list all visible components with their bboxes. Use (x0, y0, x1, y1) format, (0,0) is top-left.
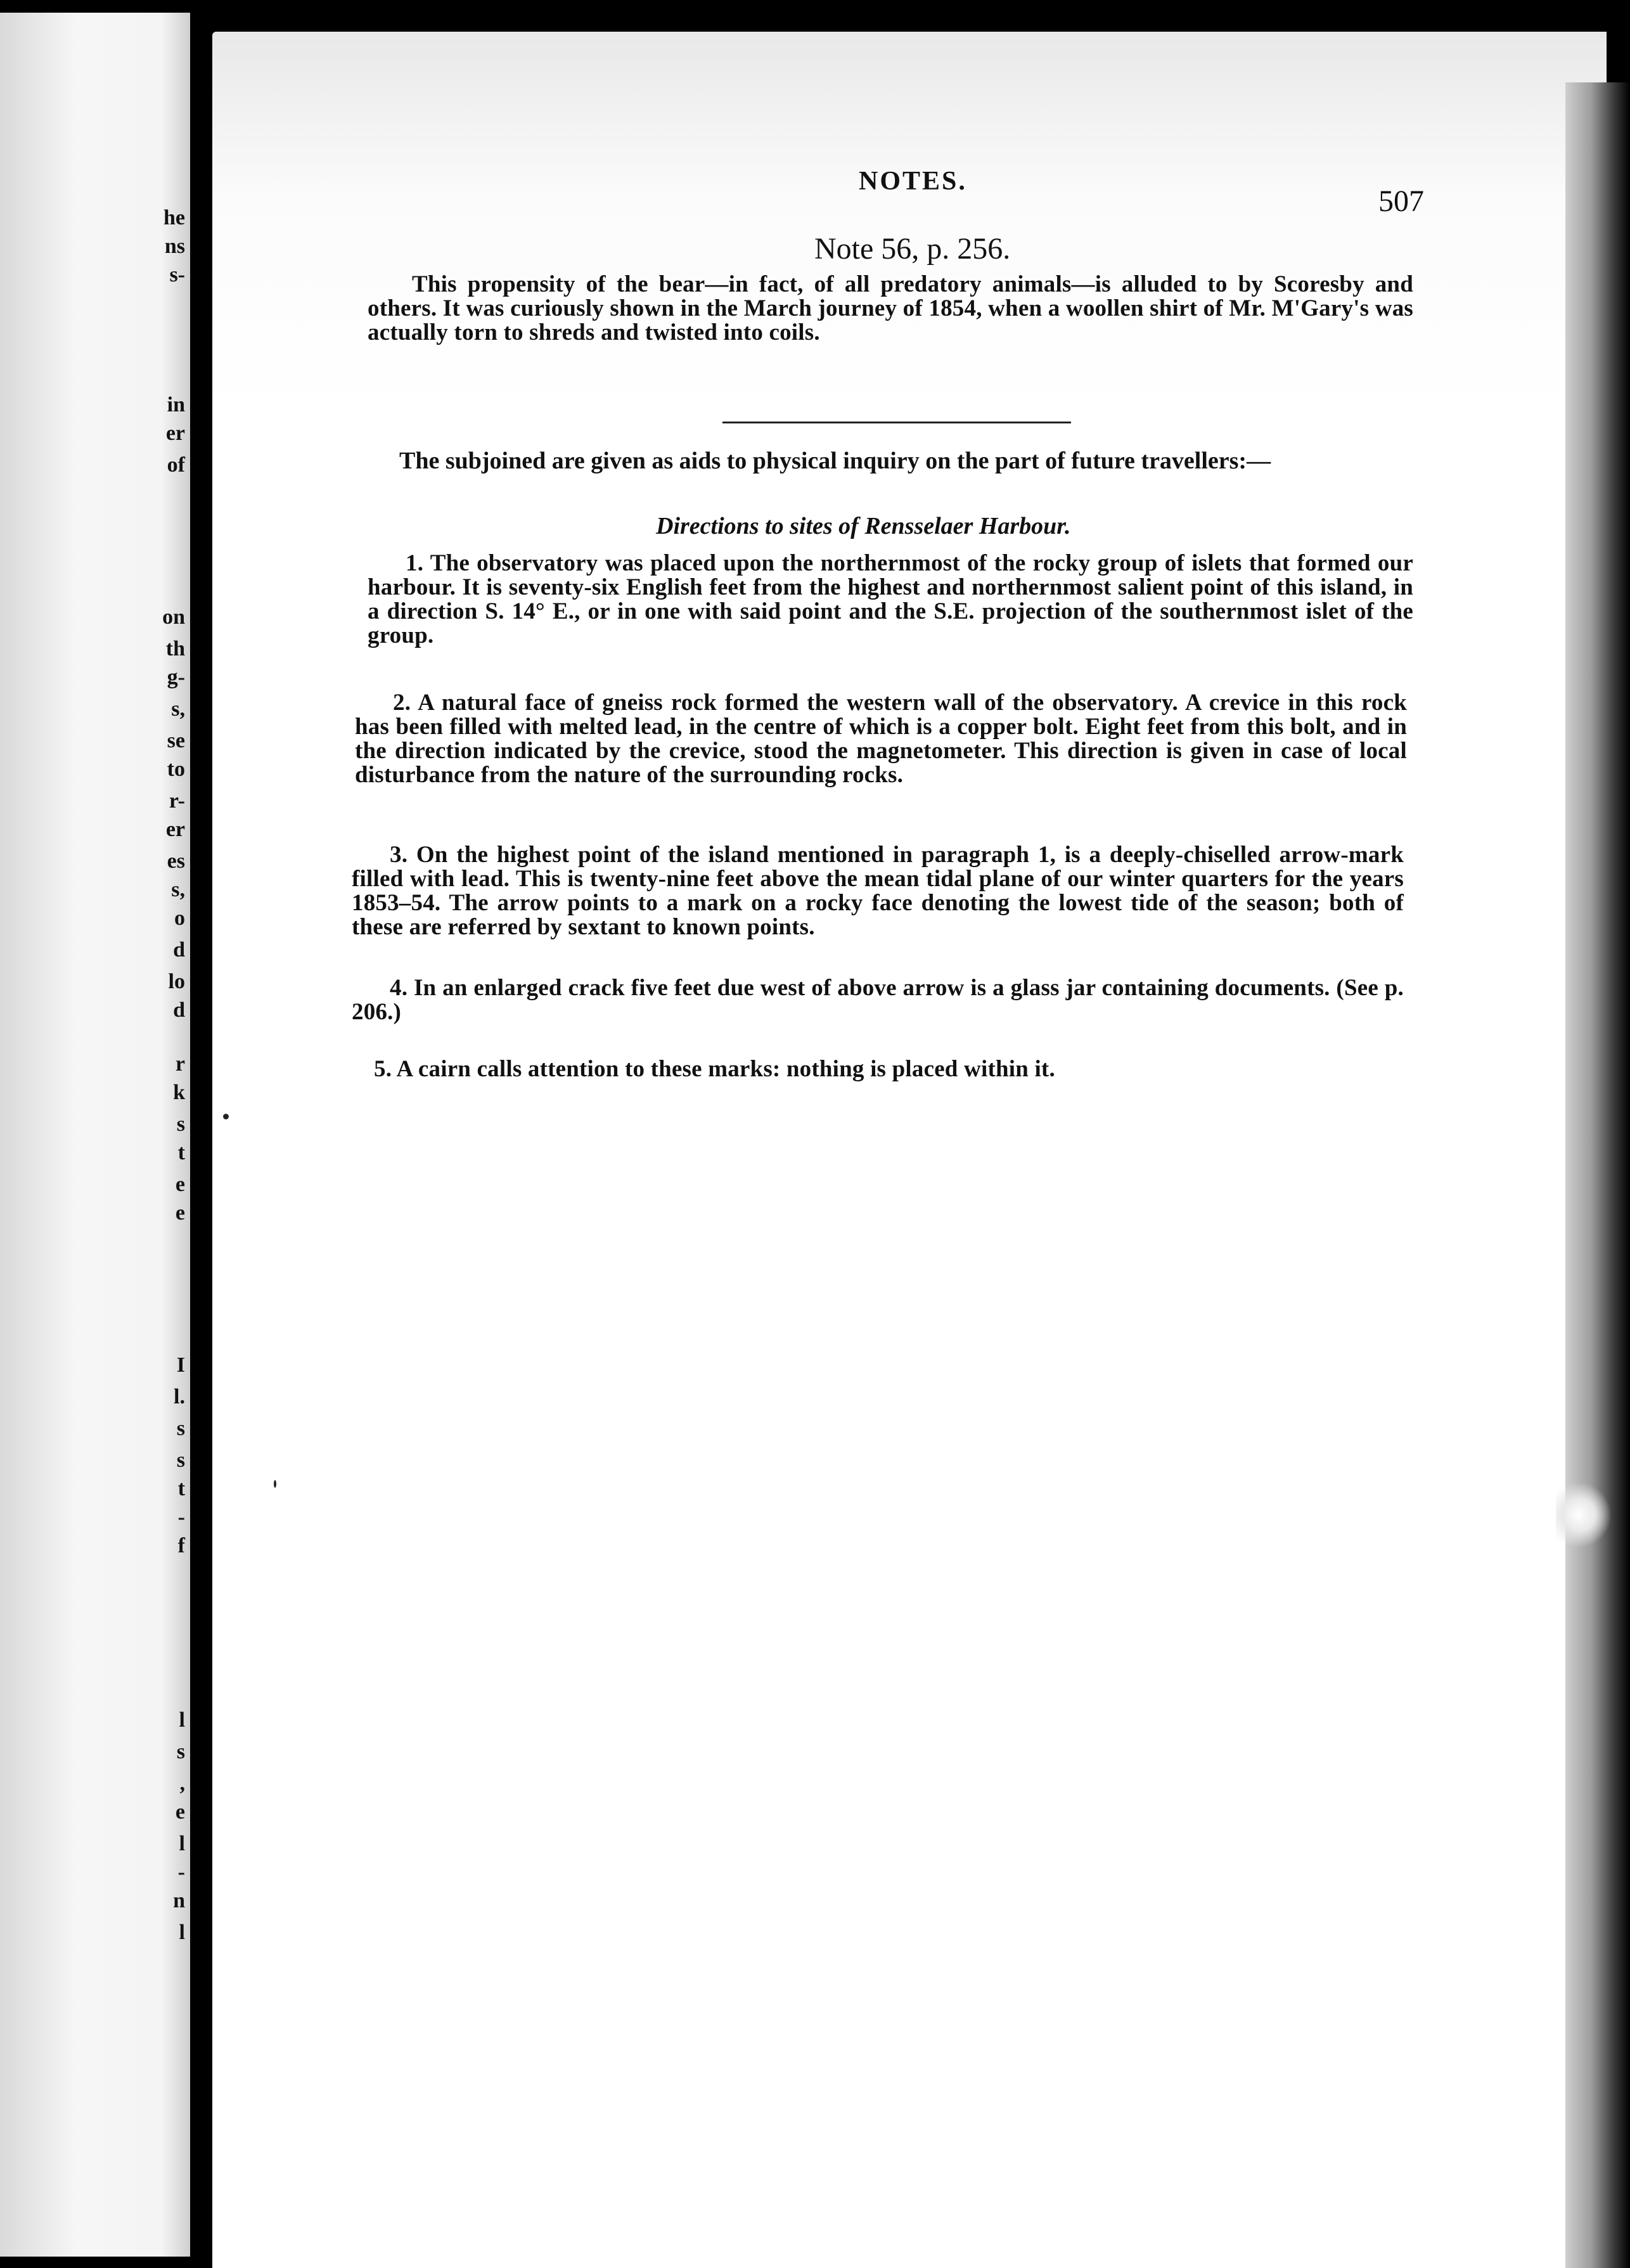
scan-speck (274, 1480, 276, 1488)
left-page-fragment: s (176, 1417, 185, 1440)
left-page-fragment: o (174, 906, 185, 930)
left-page-fragment: l (179, 1832, 185, 1855)
note-paragraph: This propensity of the bear—in fact, of all predatory animals—is alluded to by Scoresby and others. It was curiously shown in the March journey of 1854, when a woollen shirt of Mr. M'Gary's was actually torn to shreds and twisted into coils. (368, 271, 1413, 345)
left-page-fragment: in (167, 393, 185, 416)
left-page-fragment: d (173, 998, 185, 1022)
left-page-fragment: l (179, 1708, 185, 1732)
left-page-fragment: s (176, 1740, 185, 1763)
left-page-fragment: of (167, 453, 185, 477)
scan-speck (223, 1114, 229, 1119)
left-page-fragment: lo (168, 970, 185, 993)
left-page-fragment: n (173, 1889, 185, 1912)
left-page-fragment: th (165, 637, 185, 660)
left-page-fragment: k (173, 1081, 185, 1104)
left-page-fragment: l (179, 1921, 185, 1944)
direction-item-5: 5. A cairn calls attention to these marks: nothing is placed within it. (374, 1056, 1055, 1082)
note-heading: Note 56, p. 256. (814, 232, 1011, 266)
page-tear (1556, 1483, 1613, 1547)
left-page-fragment: r (175, 1052, 185, 1076)
left-page-fragment: s (176, 1112, 185, 1136)
left-page-fragment: he (164, 206, 185, 229)
left-page-fragment: e (175, 1201, 185, 1225)
left-page-fragment: e (175, 1800, 185, 1824)
left-page-fragment: l. (174, 1385, 185, 1408)
direction-item-1: 1. The observatory was placed upon the northernmost of the rocky group of islets that formed our harbour. It is seventy-six English feet from the highest and northernmost salient point of this island, in a direction S. 14° E., or in one with said point and the S.E. projection of the southernmost islet of the group. (368, 550, 1413, 648)
left-page-fragment: f (177, 1534, 185, 1557)
left-page-fragment: s, (171, 878, 185, 901)
directions-heading: Directions to sites of Rensselaer Harbour. (656, 513, 1071, 539)
left-facing-page (0, 13, 190, 2257)
left-page-fragment: g- (167, 666, 185, 689)
page-507 (212, 32, 1607, 2268)
left-page-fragment: t (177, 1477, 185, 1500)
left-page-fragment: r- (169, 789, 185, 813)
left-page-fragment: s- (169, 263, 185, 287)
book-gutter (190, 0, 215, 2268)
section-divider (722, 422, 1071, 423)
left-page-fragment: I (176, 1353, 185, 1377)
page-edge-shadow (1565, 82, 1630, 2268)
left-page-fragment: to (167, 757, 185, 781)
left-page-fragment: e (175, 1173, 185, 1196)
left-page-fragment: , (179, 1772, 185, 1795)
left-page-fragment: er (165, 422, 185, 445)
left-page-fragment: es (167, 849, 185, 873)
left-page-fragment: t (177, 1141, 185, 1164)
direction-item-2: 2. A natural face of gneiss rock formed the western wall of the observatory. A crevice in this rock has been filled with melted lead, in the centre of which is a copper bolt. Eight feet from this bolt, and in the direction indicated by the crevice, stood the magnetometer. This direction is given in case of local disturbance from the nature of the surrounding rocks. (355, 690, 1407, 788)
left-page-fragment: ns (164, 235, 185, 258)
left-page-fragment: se (167, 729, 185, 752)
left-page-fragment: - (177, 1505, 185, 1529)
left-page-fragment: - (177, 1860, 185, 1884)
left-page-fragment: on (162, 605, 185, 629)
left-page-fragment: s (176, 1448, 185, 1472)
left-page-fragment: s, (171, 697, 185, 721)
page-number: 507 (1378, 184, 1424, 218)
direction-item-3: 3. On the highest point of the island mentioned in paragraph 1, is a deeply-chiselled arrow-mark filled with lead. This is twenty-nine feet above the mean tidal plane of our winter quarters for the years 1853–54. The arrow points to a mark on a rocky face denoting the lowest tide of the season; both of these are referred by sextant to known points. (352, 842, 1404, 940)
direction-item-4: 4. In an enlarged crack five feet due west of above arrow is a glass jar containing documents. (See p. 206.) (352, 975, 1404, 1025)
running-head: NOTES. (859, 167, 967, 196)
left-page-fragment: er (165, 818, 185, 841)
intro-line: The subjoined are given as aids to physical inquiry on the part of future travellers:— (399, 448, 1271, 474)
left-page-fragment: d (173, 938, 185, 962)
